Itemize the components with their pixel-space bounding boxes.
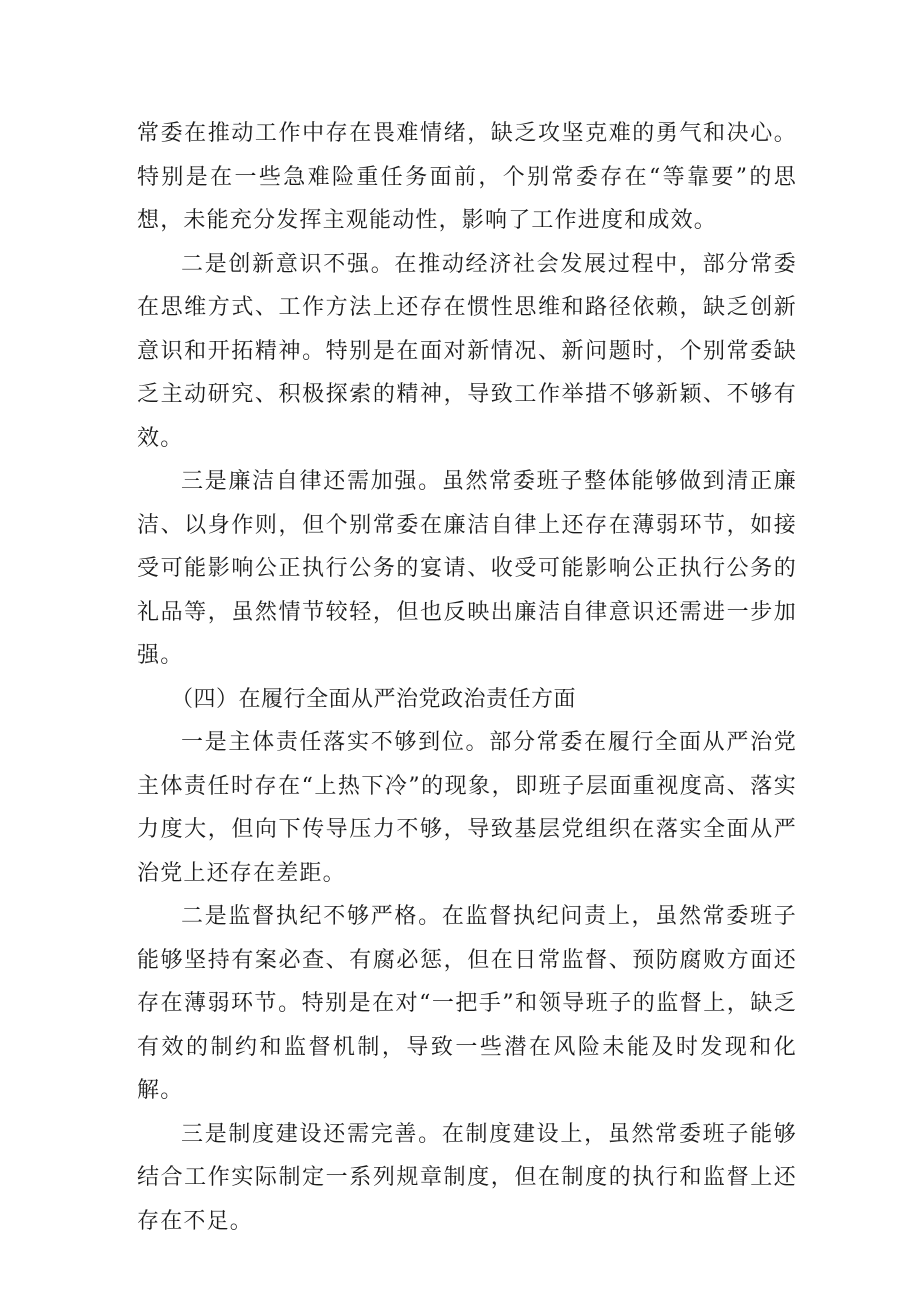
paragraph-institution: 三是制度建设还需完善。在制度建设上，虽然常委班子能够结合工作实际制定一系列规章制度，但在制度的执行和监督上还存在不足。: [137, 1121, 797, 1234]
paragraph-responsibility: 一是主体责任落实不够到位。部分常委在履行全面从严治党主体责任时存在“上热下冷”的现象，即班子层面重视度高、落实力度大，但向下传导压力不够，导致基层党组织在落实全面从严治党上还存在差距。: [137, 730, 797, 886]
paragraph-innovation: 二是创新意识不强。在推动经济社会发展过程中，部分常委在思维方式、工作方法上还存在惯性思维和路径依赖，缺乏创新意识和开拓精神。特别是在面对新情况、新问题时，个别常委缺乏主动研究、积极探索的精神，导致工作举措不够新颖、不够有效。: [137, 251, 797, 451]
document-body: [137, 112, 797, 1243]
paragraph-integrity: 三是廉洁自律还需加强。虽然常委班子整体能够做到清正廉洁、以身作则，但个别常委在廉洁自律上还存在薄弱环节，如接受可能影响公正执行公务的宴请、收受可能影响公正执行公务的礼品等，虽然情节较轻，但也反映出廉洁自律意识还需进一步加强。: [137, 469, 797, 668]
paragraph-continuation: 常委在推动工作中存在畏难情绪，缺乏攻坚克难的勇气和决心。特别是在一些急难险重任务面前，个别常委存在“等靠要”的思想，未能充分发挥主观能动性，影响了工作进度和成效。: [137, 121, 797, 233]
section-heading: （四）在履行全面从严治党政治责任方面: [171, 686, 577, 712]
paragraph-supervision: 二是监督执纪不够严格。在监督执纪问责上，虽然常委班子能够坚持有案必查、有腐必惩，但在日常监督、预防腐败方面还存在薄弱环节。特别是在对“一把手”和领导班子的监督上，缺乏有效的制约和监督机制，导致一些潜在风险未能及时发现和化解。: [137, 904, 797, 1103]
